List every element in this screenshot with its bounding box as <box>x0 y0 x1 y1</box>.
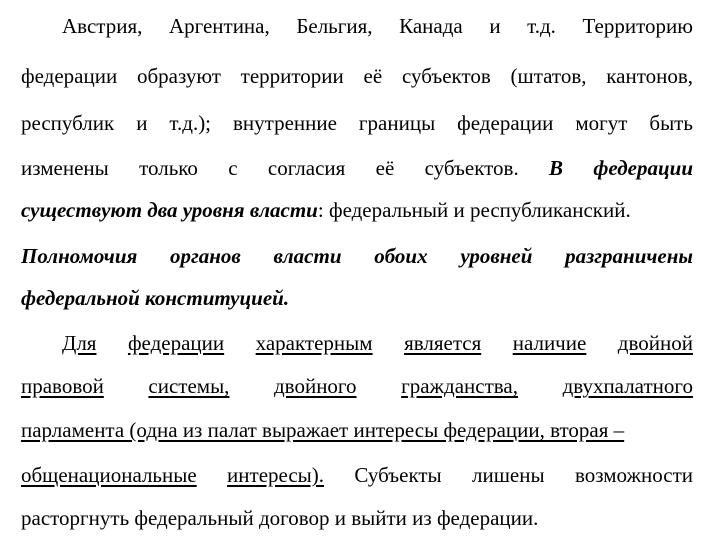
word: быть <box>649 111 693 135</box>
underlined-word: интересы). <box>227 463 325 487</box>
word: границы <box>358 111 436 135</box>
word: кантонов, <box>606 64 693 88</box>
paragraph-line <box>21 155 693 181</box>
word: (штатов, <box>510 64 587 88</box>
word: изменены <box>21 156 109 180</box>
word: образуют <box>136 64 221 88</box>
paragraph-line <box>21 63 693 89</box>
emphasized-word: В <box>549 156 564 180</box>
word: могут <box>575 111 628 135</box>
word: только <box>139 156 198 180</box>
word: Австрия, <box>62 14 143 38</box>
line-text: расторгнуть федеральный договор и выйти из федерации. <box>21 506 539 530</box>
word: и <box>136 111 148 135</box>
word: республик <box>21 111 115 135</box>
paragraph-line <box>21 285 693 311</box>
word: Аргентина, <box>168 14 270 38</box>
word: Субъекты <box>354 463 442 487</box>
paragraph-line <box>21 417 693 443</box>
paragraph-line <box>21 110 693 136</box>
underlined-word: общенациональные <box>21 463 197 487</box>
paragraph-line <box>21 462 693 488</box>
word: согласия <box>267 156 346 180</box>
emphasized-text: федеральной конституцией. <box>21 286 290 310</box>
underlined-word: наличие <box>512 331 587 355</box>
word: т.д.); <box>169 111 212 135</box>
word: лишены <box>472 463 545 487</box>
word: федерации <box>21 64 118 88</box>
word: федерации <box>457 111 554 135</box>
paragraph-line <box>21 243 693 269</box>
word: возможности <box>574 463 693 487</box>
underlined-word: правовой <box>21 374 104 398</box>
word: внутренние <box>233 111 337 135</box>
paragraph-line <box>21 373 693 399</box>
word: её <box>375 156 395 180</box>
word: территории <box>240 64 344 88</box>
emphasized-word: разграничены <box>565 244 693 268</box>
emphasized-word: уровней <box>460 244 533 268</box>
paragraph-line <box>21 197 693 223</box>
emphasized-word: обоих <box>374 244 428 268</box>
underlined-word: Для <box>62 331 97 355</box>
paragraph-line <box>62 13 693 39</box>
emphasized-text: существуют два уровня власти <box>21 198 318 222</box>
word: с <box>228 156 238 180</box>
underlined-word: двухпалатного <box>562 374 693 398</box>
underlined-word: двойного <box>274 374 357 398</box>
word: и <box>489 14 501 38</box>
underlined-word: федерации <box>127 331 225 355</box>
word: Бельгия, <box>296 14 373 38</box>
word: Канада <box>399 14 463 38</box>
word: субъектов. <box>424 156 519 180</box>
word: Территорию <box>582 14 693 38</box>
emphasized-word: Полномочия <box>21 244 138 268</box>
paragraph-line <box>21 505 693 531</box>
underlined-word: является <box>404 331 482 355</box>
emphasized-word: органов <box>170 244 241 268</box>
emphasized-word: власти <box>273 244 342 268</box>
word: её <box>363 64 383 88</box>
word: т.д. <box>527 14 556 38</box>
underlined-word: системы, <box>148 374 230 398</box>
underlined-text: парламента (одна из палат выражает интересы федерации, вторая – <box>21 418 625 442</box>
word: субъектов <box>401 64 491 88</box>
line-text: : федеральный и республиканский. <box>317 198 631 222</box>
underlined-word: гражданства, <box>401 374 518 398</box>
underlined-word: характерным <box>255 331 373 355</box>
emphasized-word: федерации <box>593 156 693 180</box>
underlined-word: двойной <box>617 331 693 355</box>
paragraph-line <box>62 330 693 356</box>
